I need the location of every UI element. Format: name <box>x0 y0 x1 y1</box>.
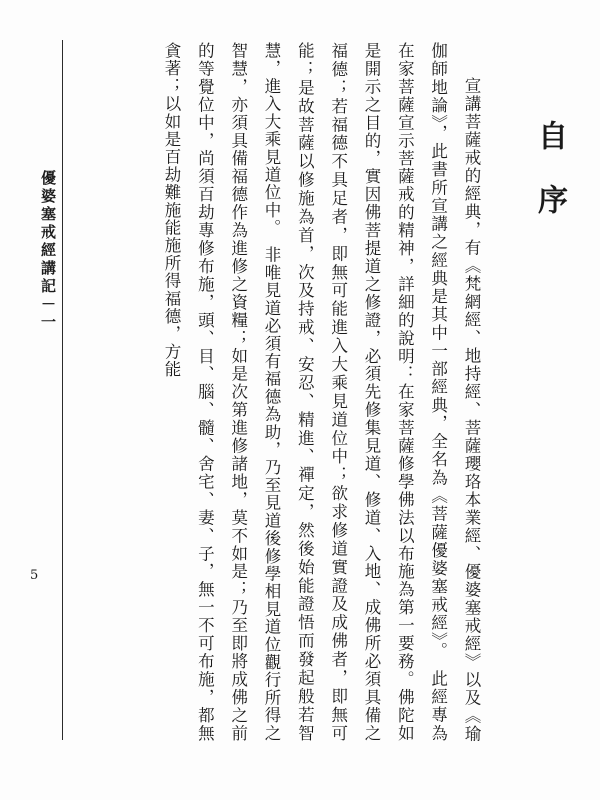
body-text-column <box>74 42 488 742</box>
margin-divider-rule <box>62 40 63 740</box>
page-title: 自序 <box>532 120 567 248</box>
body-paragraph: 宣講菩薩戒的經典，有《梵網經、地持經、菩薩瓔珞本業經、優婆塞戒經》以及《瑜伽師地論》，此書所宣講之經典是其中一部經典，全名為《菩薩優婆塞戒經》。 此經專為在家菩薩宣示菩薩戒的精神，詳細的說明：在家菩薩修學佛法以布施為第一要務。佛陀如是開示之目的，實因佛菩提道之修證，必須先修集見道、修道、入地、成佛所必須具備之福德；若福德不具足者，即無可能進入大乘見道位中；欲求修道實證及成佛者，即無可能；是故菩薩以修施為首，次及持戒、安忍、精進、禪定，然後始能證悟而發起般若智慧，進入大乘見道位中。 非唯見道必須有福德為助，乃至見道後修學相見道位觀行所得之智慧，亦須具備福德作為進修之資糧；如是次第進修諸地，莫不如是；乃至即將成佛之前的等覺位中，尚須百劫專修布施，頭、目、腦、髓、舍宅、妻、子，無一不可布施，都無貪著；以如是百劫難施能施所得福德，方能 <box>162 42 481 742</box>
running-header-book-title: 優婆塞戒經講記－一 <box>39 170 57 332</box>
page-number: 5 <box>30 568 39 583</box>
